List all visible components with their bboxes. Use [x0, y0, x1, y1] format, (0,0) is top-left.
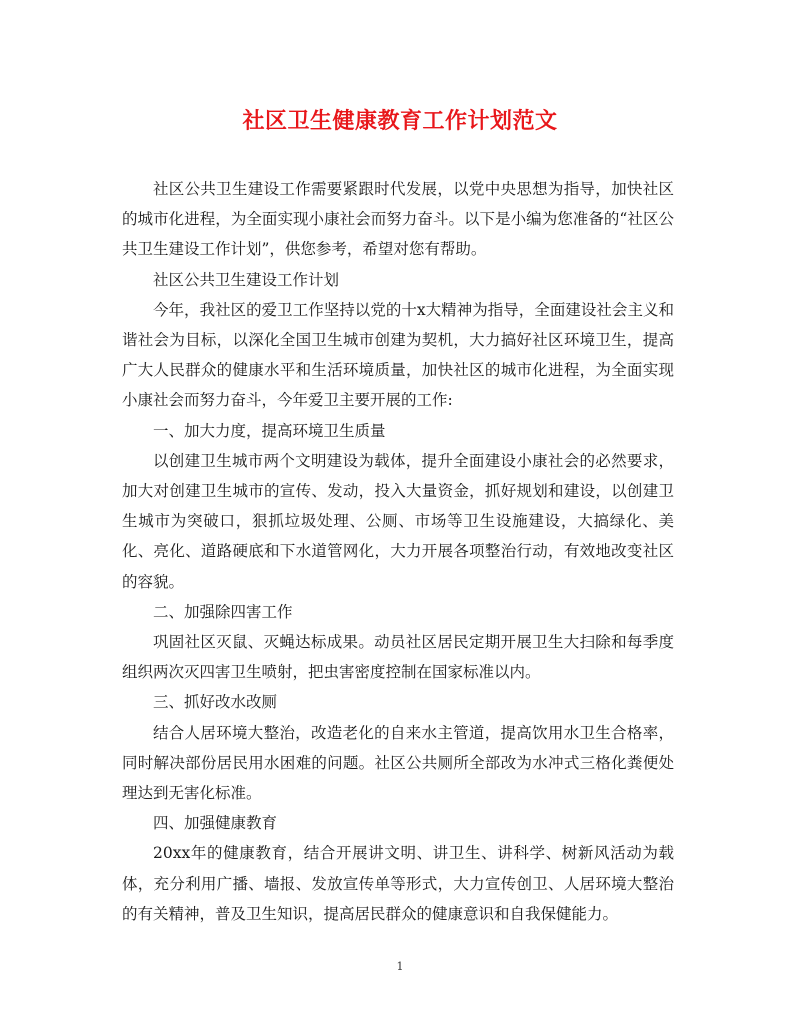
- section-paragraph-2: 巩固社区灭鼠、灭蝇达标成果。动员社区居民定期开展卫生大扫除和每季度组织两次灭四害卫生喷射，把虫害密度控制在国家标准以内。: [122, 633, 674, 682]
- document-body: [122, 174, 674, 929]
- overview-paragraph: 今年，我社区的爱卫工作坚持以党的十x大精神为指导，全面建设社会主义和谐社会为目标，以深化全国卫生城市创建为契机，大力搞好社区环境卫生，提高广大人民群众的健康水平和生活环境质量，加快社区的城市化进程，为全面实现小康社会而努力奋斗，今年爱卫主要开展的工作:: [122, 300, 674, 410]
- document-title: 社区卫生健康教育工作计划范文: [242, 108, 558, 134]
- section-paragraph-3: 结合人居环境大整治，改造老化的自来水主管道，提高饮用水卫生合格率，同时解决部份居民用水困难的问题。社区公共厕所全部改为水冲式三格化粪便处理达到无害化标准。: [122, 723, 674, 803]
- section-heading-4: 四、加强健康教育: [153, 814, 278, 833]
- section-heading-2: 二、加强除四害工作: [153, 602, 293, 621]
- section-paragraph-1: 以创建卫生城市两个文明建设为载体，提升全面建设小康社会的必然要求，加大对创建卫生城市的宣传、发动，投入大量资金，抓好规划和建设，以创建卫生城市为突破口，狠抓垃圾处理、公厕、市场等卫生设施建设，大搞绿化、美化、亮化、道路硬底和下水道管网化，大力开展各项整治行动，有效地改变社区的容貌。: [122, 451, 674, 591]
- section-paragraph-4: 20xx年的健康教育，结合开展讲文明、讲卫生、讲科学、树新风活动为载体，充分利用广播、墙报、发放宣传单等形式，大力宣传创卫、人居环境大整治的有关精神，普及卫生知识，提高居民群众的健康意识和自我保健能力。: [122, 844, 674, 923]
- section-heading-3: 三、抓好改水改厕: [153, 693, 278, 712]
- section-heading-1: 一、加大力度，提高环境卫生质量: [153, 421, 386, 440]
- page-number: 1: [396, 960, 404, 973]
- plan-heading: 社区公共卫生建设工作计划: [153, 270, 340, 289]
- intro-paragraph: 社区公共卫生建设工作需要紧跟时代发展，以党中央思想为指导，加快社区的城市化进程，为全面实现小康社会而努力奋斗。以下是小编为您准备的“社区公共卫生建设工作计划”，供您参考，希望对您有帮助。: [122, 180, 674, 259]
